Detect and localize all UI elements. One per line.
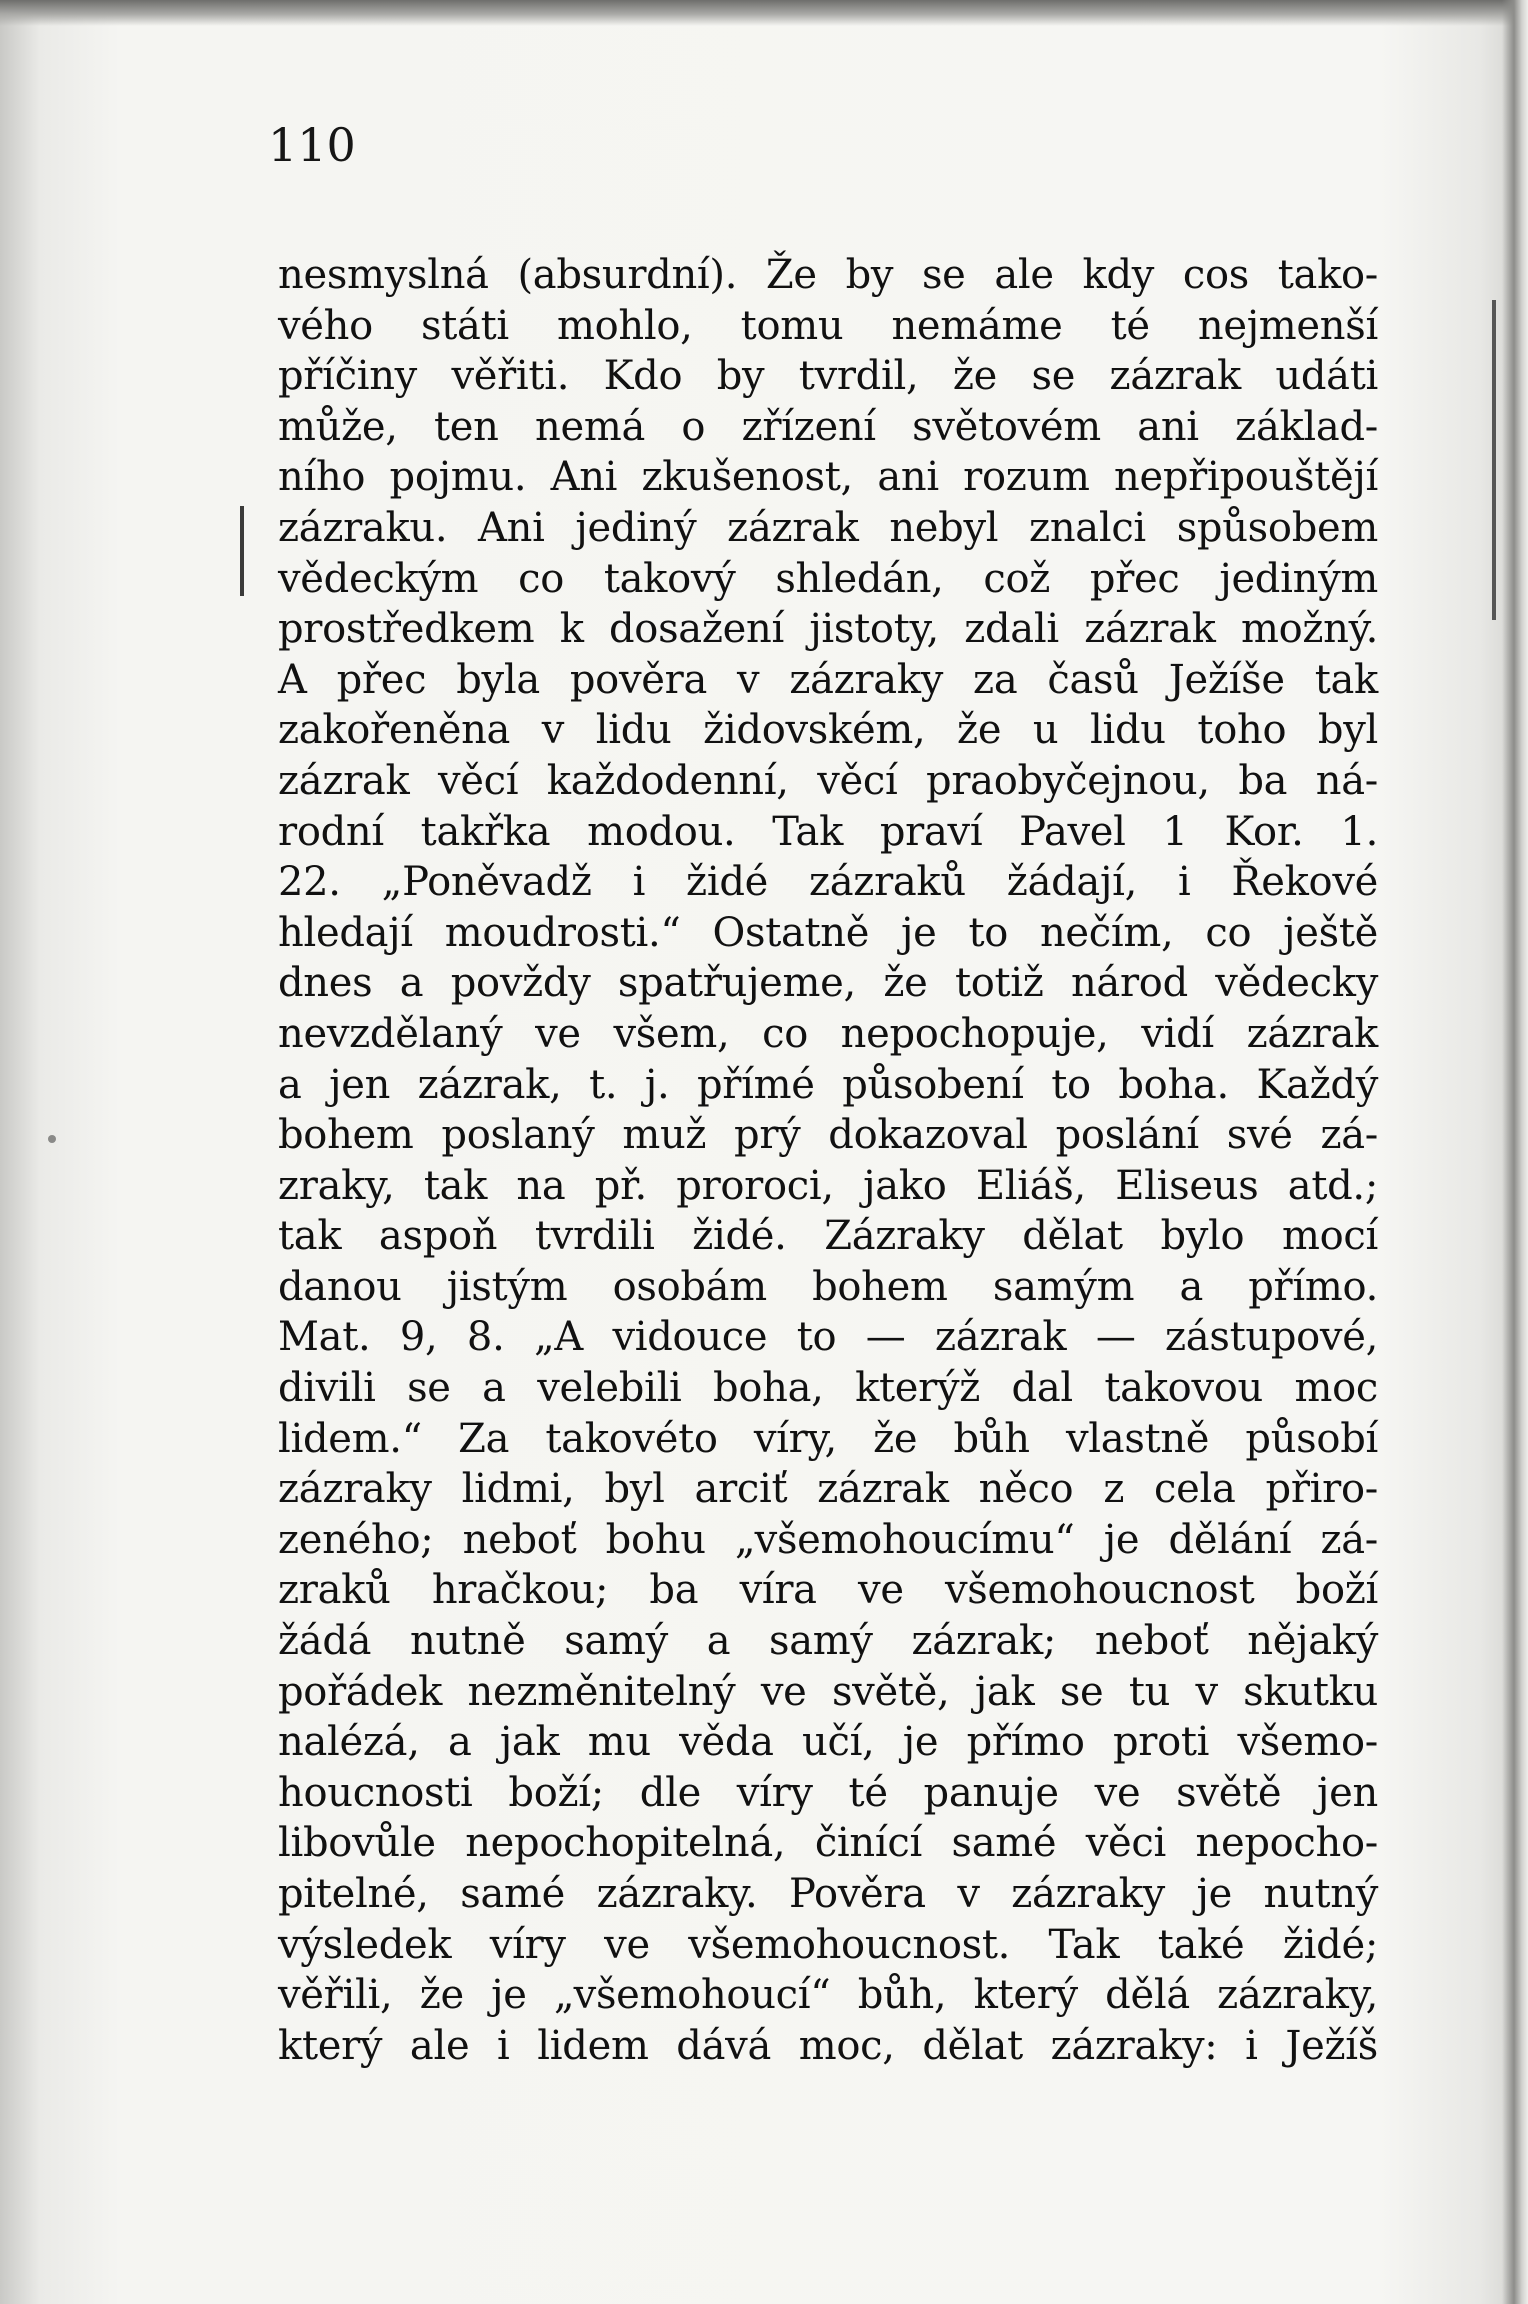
text-line: ního pojmu. Ani zkušenost, ani rozum nepřipouštějí xyxy=(278,454,1378,501)
text-line: nevzdělaný ve všem, co nepochopuje, vidí zázrak xyxy=(278,1010,1378,1057)
text-line: věřili, že je „všemohoucí“ bůh, který dělá zázraky, xyxy=(278,1972,1378,2019)
text-line: dnes a povždy spatřujeme, že totiž národ vědecky xyxy=(278,960,1378,1007)
text-line: zeného; neboť bohu „všemohoucímu“ je dělání zá- xyxy=(278,1516,1378,1563)
text-line: zázraky lidmi, byl arciť zázrak něco z cela přiro- xyxy=(278,1466,1378,1513)
text-line: může, ten nemá o zřízení světovém ani základ- xyxy=(278,403,1378,450)
text-line: zraků hračkou; ba víra ve všemohoucnost boží xyxy=(278,1567,1378,1614)
margin-mark xyxy=(1492,300,1496,620)
text-line: 22. „Poněvadž i židé zázraků žádají, i Řekové xyxy=(278,859,1378,906)
text-line: vého státi mohlo, tomu nemáme té nejmenší xyxy=(278,302,1378,349)
text-line: zraky, tak na př. proroci, jako Eliáš, Eliseus atd.; xyxy=(278,1162,1378,1209)
page-number: 110 xyxy=(268,118,356,172)
text-line: žádá nutně samý a samý zázrak; neboť nějaký xyxy=(278,1618,1378,1665)
scan-right-edge xyxy=(1502,0,1528,2304)
text-line: zázrak věcí každodenní, věcí praobyčejnou, ba ná- xyxy=(278,757,1378,804)
text-line: A přec byla pověra v zázraky za časů Ježíše tak xyxy=(278,656,1378,703)
text-line: zázraku. Ani jediný zázrak nebyl znalci spůsobem xyxy=(278,504,1378,551)
text-line: který ale i lidem dává moc, dělat zázraky: i Ježíš xyxy=(278,2022,1378,2069)
margin-speck xyxy=(48,1135,56,1143)
text-line: Mat. 9, 8. „A vidouce to — zázrak — zástupové, xyxy=(278,1314,1378,1361)
text-line: danou jistým osobám bohem samým a přímo. xyxy=(278,1263,1378,1310)
scan-top-edge xyxy=(0,0,1528,26)
body-text xyxy=(278,250,1378,2071)
text-line: divili se a velebili boha, kterýž dal takovou moc xyxy=(278,1365,1378,1412)
text-line: nalézá, a jak mu věda učí, je přímo proti všemo- xyxy=(278,1719,1378,1766)
text-line: houcnosti boží; dle víry té panuje ve světě jen xyxy=(278,1769,1378,1816)
margin-mark xyxy=(240,506,244,596)
text-line: libovůle nepochopitelná, činící samé věci nepocho- xyxy=(278,1820,1378,1867)
text-line: rodní takřka modou. Tak praví Pavel 1 Kor. 1. xyxy=(278,808,1378,855)
text-line: pořádek nezměnitelný ve světě, jak se tu v skutku xyxy=(278,1668,1378,1715)
text-line: bohem poslaný muž prý dokazoval poslání své zá- xyxy=(278,1112,1378,1159)
text-line: výsledek víry ve všemohoucnost. Tak také židé; xyxy=(278,1921,1378,1968)
text-line: lidem.“ Za takovéto víry, že bůh vlastně působí xyxy=(278,1415,1378,1462)
text-line: zakořeněna v lidu židovském, že u lidu toho byl xyxy=(278,707,1378,754)
text-line: a jen zázrak, t. j. přímé působení to boha. Každý xyxy=(278,1061,1378,1108)
text-line: hledají moudrosti.“ Ostatně je to nečím, co ještě xyxy=(278,909,1378,956)
text-line: tak aspoň tvrdili židé. Zázraky dělat bylo mocí xyxy=(278,1213,1378,1260)
text-line: prostředkem k dosažení jistoty, zdali zázrak možný. xyxy=(278,606,1378,653)
text-line: nesmyslná (absurdní). Že by se ale kdy cos tako- xyxy=(278,252,1378,298)
text-line: pitelné, samé zázraky. Pověra v zázraky je nutný xyxy=(278,1871,1378,1917)
text-line: vědeckým co takový shledán, což přec jediným xyxy=(278,555,1378,602)
text-line: příčiny věřiti. Kdo by tvrdil, že se zázrak udáti xyxy=(278,353,1378,400)
